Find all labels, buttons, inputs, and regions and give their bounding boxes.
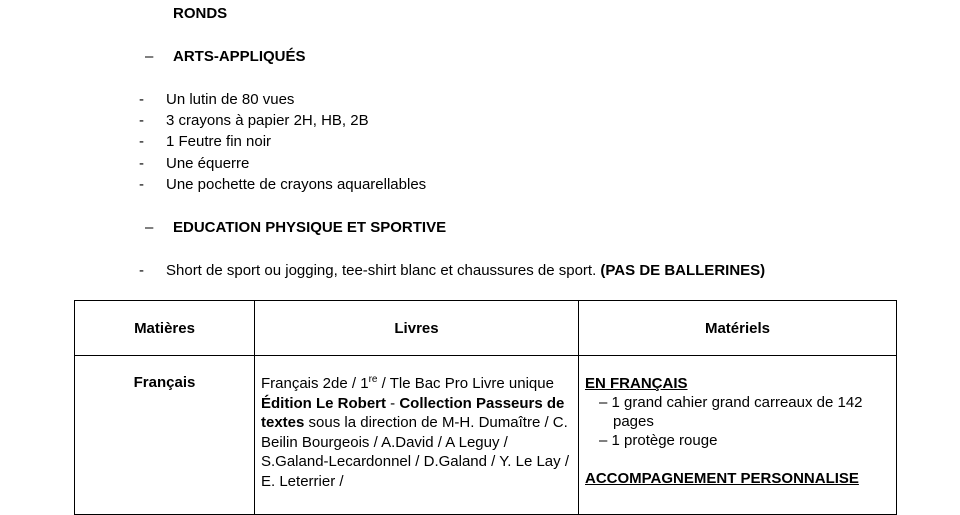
materials-heading-ap: ACCOMPAGNEMENT PERSONNALISE (585, 470, 859, 487)
subject-cell (75, 356, 255, 515)
list-bullet: - (139, 262, 144, 279)
header-matieres: Matières (75, 301, 255, 356)
list-item: Une pochette de crayons aquarellables (166, 176, 427, 193)
header-materiels: Matériels (579, 301, 897, 356)
materials-cell (579, 356, 897, 515)
ronds-text: RONDS (173, 5, 228, 22)
list-item: Une équerre (166, 155, 250, 172)
book-cell (255, 356, 579, 515)
eps-line (166, 262, 765, 280)
book-text-d: sous la direction de M-H. Dumaître / C. Beilin Bourgeois / A.David / A Leguy / S.Galand-Lecardonnel / D.Galand / Y. Le Lay / E. Leterrier / (261, 414, 569, 490)
book-text-c: - (386, 394, 400, 412)
book-publisher: Édition Le Robert (261, 394, 386, 412)
section-dash: – (145, 219, 154, 236)
section-title-eps: EDUCATION PHYSIQUE ET SPORTIVE (173, 219, 447, 236)
book-sup: re (368, 374, 378, 385)
table-header-row (75, 301, 897, 356)
subject-name: Français (133, 374, 196, 391)
table-row (75, 356, 897, 515)
section-title-arts: ARTS-APPLIQUÉS (173, 48, 306, 65)
materials-item: – 1 protège rouge (599, 432, 718, 449)
materials-item: – 1 grand cahier grand carreaux de 142 pages (599, 394, 863, 430)
section-dash: – (145, 48, 154, 65)
list-item: 3 crayons à papier 2H, HB, 2B (166, 112, 369, 129)
materials-heading: EN FRANÇAIS (585, 375, 688, 392)
list-item: 1 Feutre fin noir (166, 133, 272, 150)
list-bullet: - (139, 176, 144, 193)
header-livres: Livres (255, 301, 579, 356)
eps-note: (PAS DE BALLERINES) (600, 262, 766, 279)
eps-text: Short de sport ou jogging, tee-shirt blanc et chaussures de sport. (166, 262, 601, 279)
book-text-a: Français 2de / 1 (261, 375, 369, 392)
list-item: Un lutin de 80 vues (166, 91, 295, 108)
list-bullet: - (139, 112, 144, 129)
supplies-table (74, 300, 897, 515)
list-bullet: - (139, 133, 144, 150)
list-bullet: - (139, 91, 144, 108)
list-bullet: - (139, 155, 144, 172)
book-text-b: / Tle Bac Pro Livre unique (377, 375, 554, 392)
book-collection: Collection Passeurs de textes (261, 394, 565, 431)
